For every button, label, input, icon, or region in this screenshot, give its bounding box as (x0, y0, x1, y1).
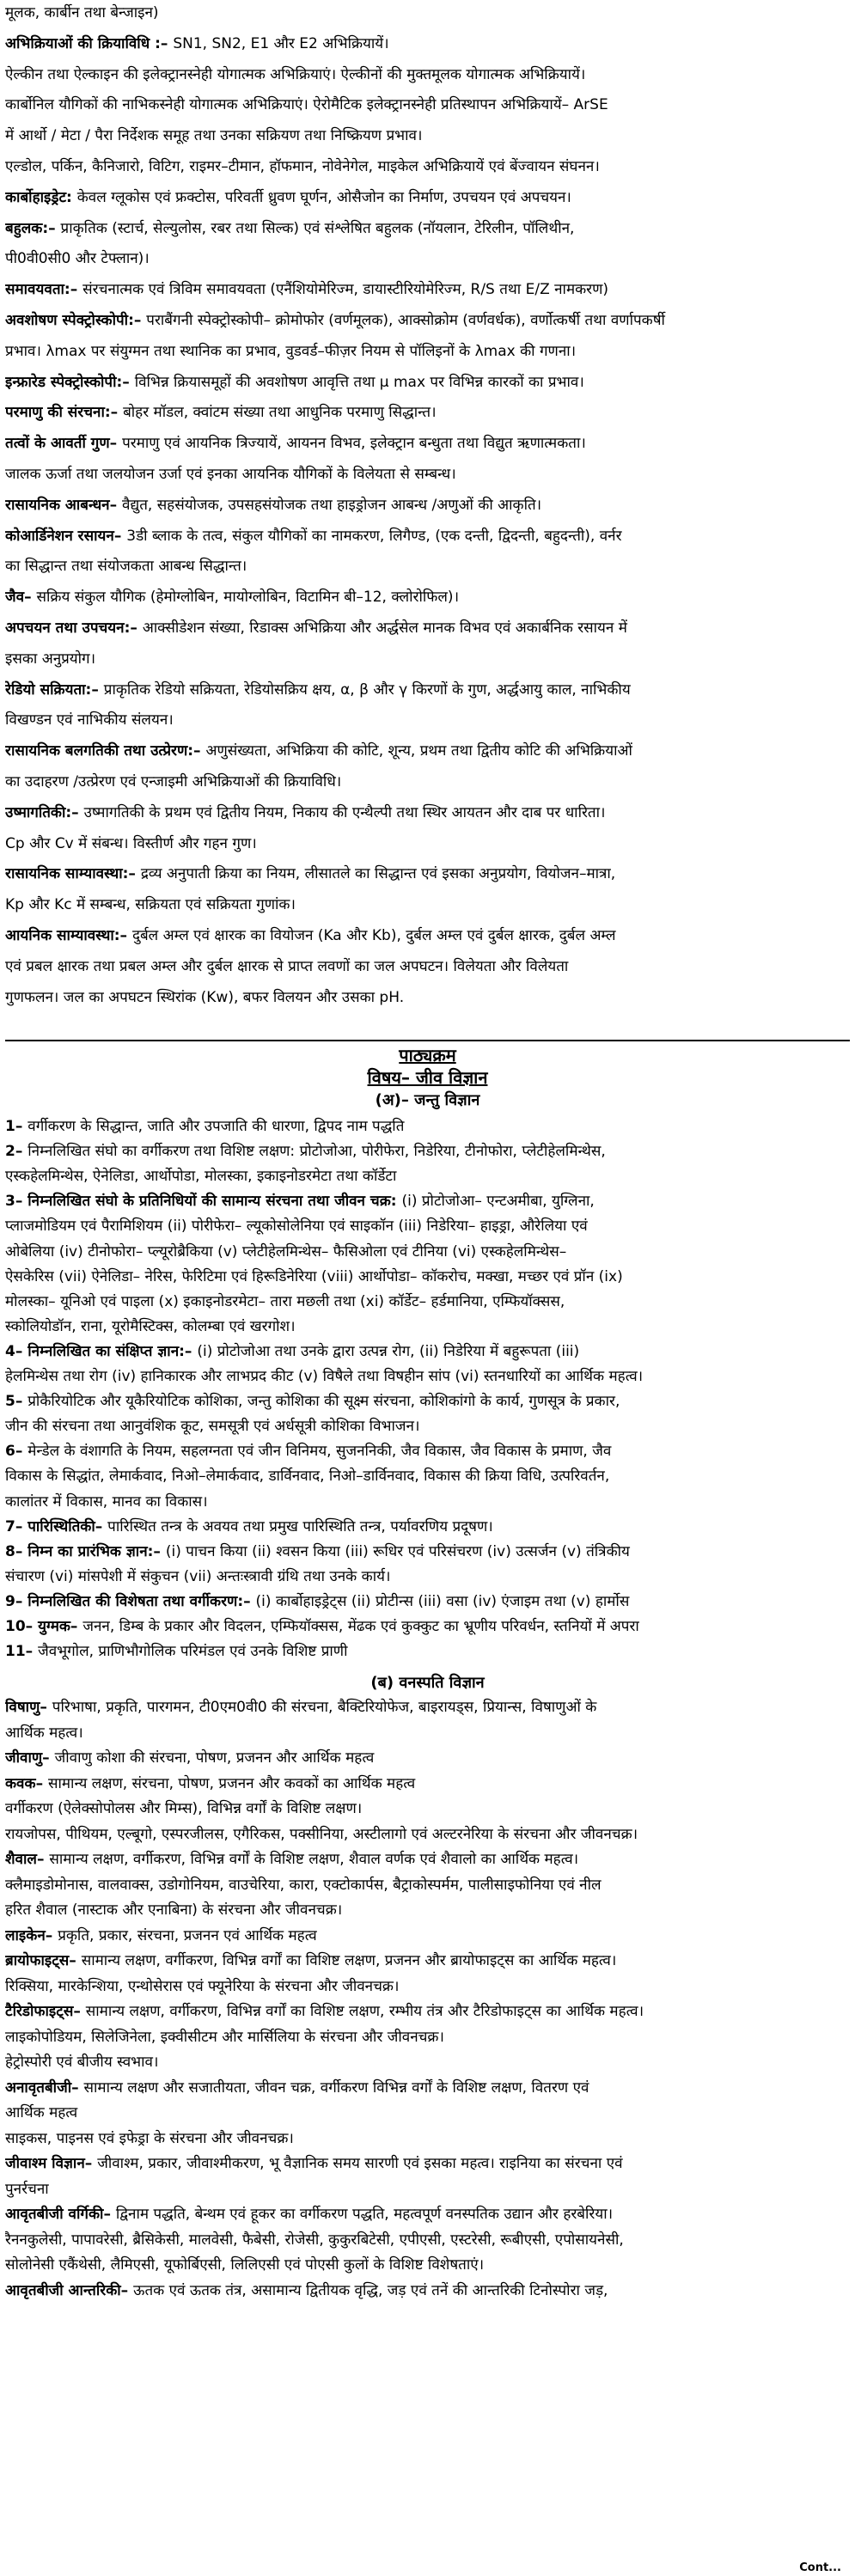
line-text: कार्बोनिल यौगिकों की नाभिकस्नेही योगात्मक अभिक्रियाएं। ऐरोमैटिक इलेक्ट्रानस्नेही प्रतिस्थापन अभिक्रियायें– ArSE (5, 96, 608, 114)
line-text: सामान्य लक्षण, वर्गीकरण, विभिन्न वर्गों के विशिष्ट लक्षण, शैवाल वर्णक एवं शैवालो का आर्थिक महत्व। (49, 1851, 579, 1868)
line-text: वर्गीकरण के सिद्धान्त, जाति और उपजाति की धारणा, द्विपद नाम पद्धति (27, 1118, 405, 1135)
text-line (5, 679, 850, 701)
text-line (5, 309, 850, 332)
text-line (5, 1115, 850, 1138)
line-bold-label: कवक– (5, 1774, 48, 1792)
text-line (5, 1190, 850, 1212)
line-bold-label: समावयवता:– (5, 281, 83, 299)
line-bold-label: आयनिक साम्यावस्था:– (5, 927, 132, 944)
text-line (5, 740, 850, 762)
text-line (5, 2254, 850, 2276)
line-text: पी0वी0सी0 और टेफ्लान)। (5, 250, 150, 268)
text-line (5, 1747, 850, 1769)
line-text: (i) पाचन किया (ii) श्वसन किया (iii) रूधिर एवं परिसंचरण (iv) उत्सर्जन (v) तंत्रिकीय (165, 1542, 630, 1560)
line-bold-label: तत्वों के आवर्ती गुण– (5, 435, 123, 453)
line-text: लाइकोपोडियम, सिलेजिनेला, इक्वीसीटम और मार्सिलिया के संरचना और जीवनचक्र। (5, 2028, 444, 2046)
line-text: वर्गीकरण (ऐलेक्सोपोलस और मिम्स), विभिन्न वर्गों के विशिष्ट लक्षण। (5, 1800, 363, 1817)
line-text: रायजोपस, पीथियम, एल्बूगो, एस्परजीलस, एगैरिकस, पक्सीनिया, अस्टीलागो एवं अल्टरनेरिया के संरचना और जीवनचक्र। (5, 1825, 638, 1843)
text-line (5, 1848, 850, 1871)
line-bold-label: जीवाणु– (5, 1749, 55, 1767)
text-line (5, 1640, 850, 1663)
text-line (5, 863, 850, 885)
line-text: साइकस, पाइनस एवं इफेड्रा के संरचना और जीवनचक्र। (5, 2129, 294, 2147)
line-bold-label: परमाणु की संरचना:– (5, 404, 124, 422)
text-line (5, 2178, 850, 2201)
line-bold-label: 4– निम्नलिखित का संक्षिप्त ज्ञान:– (5, 1342, 198, 1360)
line-bold-label: कोआर्डिनेशन रसायन– (5, 527, 127, 545)
text-line (5, 1950, 850, 1972)
line-text: प्रभाव। λmax पर संयुग्मन तथा स्थानिक का प्रभाव, वुडवर्ड–फीज़र नियम से पॉलिइनों के λmax की गणना। (5, 342, 577, 360)
text-line (5, 1390, 850, 1413)
text-line (5, 771, 850, 793)
text-line (5, 2229, 850, 2251)
line-text: रैननकुलेसी, पापावरेसी, ब्रैसिकेसी, मालवेसी, फैबेसी, रोजेसी, कुकुरबिटेसी, एपीएसी, एस्टरेसी, रूबीएसी, एपोसायनेसी, (5, 2231, 624, 2249)
line-text: संरचनात्मक एवं त्रिविम समावयवता (एनैंशियोमेरिज्म, डायास्टीरियोमेरिज्म, R/S तथा E/Z नामकरण) (82, 281, 609, 299)
line-bold-label: लाइकेन– (5, 1926, 58, 1944)
line-text: अणुसंख्यता, अभिक्रिया की कोटि, शून्य, प्रथम तथा द्वितीय कोटि की अभिक्रियाओं (205, 742, 632, 760)
line-text: का उदाहरण /उत्प्रेरण एवं एन्जाइमी अभिक्रियाओं की क्रियाविधि। (5, 773, 342, 791)
line-text: परमाणु एवं आयनिक त्रिज्यायें, आयनन विभव, इलेक्ट्रान बन्धुता तथा विद्युत ऋणात्मकता। (122, 435, 586, 453)
text-line (5, 955, 850, 978)
line-text: दुर्बल अम्ल एवं क्षारक का वियोजन (Ka और Kb), दुर्बल अम्ल एवं दुर्बल क्षारक, दुर्बल अम्ल (131, 927, 616, 944)
text-line (5, 2, 850, 24)
text-line (5, 1925, 850, 1947)
line-text: पारिस्थित तन्त्र के अवयव तथा प्रमुख पारिस्थिति तन्त्र, पर्यावरणिय प्रदूषण। (107, 1517, 493, 1535)
text-line (5, 2102, 850, 2124)
text-line (5, 94, 850, 116)
continued-label: Cont... (799, 2561, 841, 2574)
text-line (5, 986, 850, 1009)
text-line (5, 1291, 850, 1313)
line-bold-label: 1– (5, 1118, 28, 1135)
line-text: जालक ऊर्जा तथा जलयोजन उर्जा एवं इनका आयनिक यौगिकों के विलेयता से सम्बन्ध। (5, 466, 456, 483)
line-bold-label: आवृतबीजी वर्गिकी– (5, 2206, 116, 2223)
line-text: मोलस्का– यूनिओ एवं पाइला (x) इकाइनोडरमेटा– तारा मछली तथा (xi) कॉर्डेट– हर्डमानिया, एम्फियॉक्सस, (5, 1292, 565, 1310)
line-text: हेलमिन्थेस तथा रोग (iv) हानिकारक और लाभप्रद कीट (v) विषैले तथा विषहीन सांप (vi) स्तनधारियों का आर्थिक महत्व। (5, 1368, 644, 1385)
line-text: SN1, SN2, E1 और E2 अभिक्रियायें। (173, 34, 389, 52)
line-text: क्लैमाइडोमोनास, वालवाक्स, उडोगोनियम, वाउचेरिया, कारा, एक्टोकार्पस, बैट्राकोस्पर्मम, पालीसाइफोनिया एवं नील (5, 1876, 602, 1894)
line-text: विकास के सिद्धांत, लेमार्कवाद, निओ–लेमार्कवाद, डार्विनवाद, निओ–डार्विनवाद, विकास की क्रिया विधि, उत्परिवर्तन, (5, 1468, 610, 1486)
line-bold-label: ब्रायोफाइट्स– (5, 1952, 82, 1969)
line-text: (i) कार्बोहाइड्रेट्स (ii) प्रोटीन्स (iii) वसा (iv) एंजाइम तथा (v) हार्मोस (255, 1592, 630, 1610)
line-bold-label: रासायनिक साम्यावस्था:– (5, 865, 141, 883)
line-text: प्रकृति, प्रकार, संरचना, प्रजनन एवं आर्थिक महत्व (58, 1926, 317, 1944)
line-text: रिक्सिया, मारकेन्शिया, एन्थोसेरास एवं फ्यूनेरिया के संरचना और जीवनचक्र। (5, 1977, 400, 1995)
line-text: Kp और Kc में सम्बन्ध, सक्रियता एवं सक्रियता गुणांक। (5, 896, 296, 914)
line-text: स्कोलियोडॉन, राना, यूरोमैस्टिक्स, कोलम्बा एवं खरगोश। (5, 1317, 296, 1335)
text-line (5, 802, 850, 824)
line-text: केवल ग्लूकोस एवं फ्रक्टोस, परिवर्ती ध्रुवण घूर्णन, ओसैजोन का निर्माण, उपचयन एवं अपचयन। (76, 188, 571, 206)
text-line (5, 2127, 850, 2150)
section-divider (5, 1040, 850, 1041)
line-text: सक्रिय संकुल यौगिक (हेमोग्लोबिन, मायोग्लोबिन, विटामिन बी–12, क्लोरोफिल)। (36, 589, 460, 607)
line-text: द्रव्य अनुपाती क्रिया का नियम, लीसातले का सिद्धान्त एवं इसका अनुप्रयोग, वियोजन–मात्रा, (140, 865, 616, 883)
zoology-heading: (अ)– जन्तु विज्ञान (375, 1091, 480, 1109)
text-line (5, 1140, 850, 1163)
line-text: हेट्रोस्पोरी एवं बीजीय स्वभाव। (5, 2054, 159, 2071)
line-bold-label: 6– (5, 1443, 28, 1461)
line-bold-label: अभिक्रियाओं की क्रियाविधि :– (5, 34, 174, 52)
text-line (5, 1590, 850, 1613)
text-line (5, 1773, 850, 1795)
line-text: मेन्डेल के वंशागति के नियम, सहलग्नता एवं जीन विनिमय, सुजननिकी, जैव विकास, जैव विकास के प्रमाण, जैव (27, 1443, 612, 1461)
line-text: आर्थिक महत्व (5, 2104, 78, 2121)
text-line (5, 1465, 850, 1487)
line-text: (i) प्रोटोजोआ– एन्टअमीबा, युग्लिना, (401, 1193, 595, 1211)
text-line (5, 2051, 850, 2073)
line-text: वैद्युत, सहसंयोजक, उपसहसंयोजक तथा हाइड्रोजन आबन्ध /अणुओं की आकृति। (122, 496, 542, 514)
text-line (5, 64, 850, 86)
text-line (5, 33, 850, 55)
line-text: ऐसकेरिस (vii) ऐनेलिडा– नेरिस, फेरिटिमा एवं हिरूडिनेरिया (viii) आर्थोपोडा– कॉकरोच, मक्खा, मच्छर एवं प्रॉन (ix) (5, 1267, 623, 1285)
line-text: 3डी ब्लाक के तत्व, संकुल यौगिकों का नामकरण, लिगैण्ड, (एक दन्ती, द्विदन्ती, बहुदन्ती), वर्नर (126, 527, 622, 545)
line-text: हरित शैवाल (नास्टाक और एनाबिना) के संरचना और जीवनचक्र। (5, 1901, 343, 1919)
text-line (5, 1874, 850, 1896)
text-line (5, 894, 850, 916)
text-line (5, 278, 850, 301)
text-line (5, 217, 850, 240)
text-line (5, 525, 850, 547)
text-line (5, 1415, 850, 1438)
text-line (5, 1566, 850, 1588)
line-bold-label: टैरिडोफाइट्स– (5, 2003, 86, 2020)
line-bold-label: कार्बोहाइड्रेट: (5, 188, 77, 206)
line-text: (i) प्रोटोजोआ तथा उनके द्वारा उत्पन्न रोग, (ii) निडेरिया में बहुरूपता (iii) (197, 1342, 580, 1360)
line-bold-label: 2– (5, 1143, 28, 1161)
line-text: सामान्य लक्षण, संरचना, पोषण, प्रजनन और कवकों का आर्थिक महत्व (47, 1774, 416, 1792)
line-text: प्रोकैरियोटिक और यूकैरियोटिक कोशिका, जन्तु कोशिका की सूक्ष्म संरचना, कोशिकांगो के कार्य, गुणसूत्र के प्रकार, (27, 1393, 620, 1411)
text-line (5, 1340, 850, 1363)
text-line (5, 1215, 850, 1237)
text-line (5, 1365, 850, 1388)
line-text: पुनर्रचना (5, 2180, 49, 2198)
line-bold-label: 11– (5, 1643, 39, 1661)
line-text: उष्मागतिकी के प्रथम एवं द्वितीय नियम, निकाय की एन्थैल्पी तथा स्थिर आयतन और दाब पर धारिता। (83, 803, 606, 821)
line-bold-label: विषाणु– (5, 1699, 52, 1716)
text-line (5, 555, 850, 577)
line-text: बोहर मॉडल, क्वांटम संख्या तथा आधुनिक परमाणु सिद्धान्त। (123, 404, 437, 422)
text-line (5, 247, 850, 270)
text-line (5, 1440, 850, 1462)
line-text: विभिन्न क्रियासमूहों की अवशोषण आवृत्ति तथा μ max पर विभिन्न कारकों का प्रभाव। (134, 373, 584, 391)
text-line (5, 1615, 850, 1638)
text-line (5, 401, 850, 424)
syllabus-heading: पाठ्यक्रम (399, 1045, 456, 1065)
line-text: जनन, डिम्ब के प्रकार और विदलन, एम्फियॉक्सस, मेंढक एवं कुक्कुट का भ्रूणीय परिवर्धन, स्तनियों में अपरा (82, 1618, 639, 1635)
text-line (5, 125, 850, 147)
line-text: सोलोनेसी एकैंथेसी, लैमिएसी, यूफोर्बिएसी, लिलिएसी एवं पोएसी कुलों के विशिष्ट विशेषताएं। (5, 2256, 485, 2274)
text-line (5, 833, 850, 855)
text-line (5, 1266, 850, 1288)
line-text: द्विनाम पद्धति, बेन्थम एवं हूकर का वर्गीकरण पद्धति, महत्वपूर्ण वनस्पतिक उद्यान और हरबेरिया। (115, 2206, 614, 2223)
line-bold-label: शैवाल– (5, 1851, 50, 1868)
line-bold-label: उष्मागतिकी:– (5, 803, 84, 821)
line-text: एस्कहेलमिन्थेस, ऐनेलिडा, आर्थोपोडा, मोलस्का, इकाइनोडरमेटा तथा कॉर्डेटा (5, 1168, 397, 1186)
line-bold-label: जीवाश्म विज्ञान– (5, 2155, 98, 2172)
text-line (5, 648, 850, 670)
line-text: सामान्य लक्षण और सजातीयता, जीवन चक्र, वर्गीकरण विभिन्न वर्गों के विशिष्ट लक्षण, वितरण एवं (83, 2079, 589, 2097)
text-line (5, 1798, 850, 1820)
text-line (5, 2280, 850, 2302)
line-bold-label: 7– पारिस्थितिकी– (5, 1517, 108, 1535)
subject-heading: विषय– जीव विज्ञान (367, 1067, 488, 1088)
text-line (5, 586, 850, 608)
text-line (5, 2152, 850, 2175)
line-text: मूलक, कार्बीन तथा बेन्जाइन) (5, 4, 159, 21)
line-bold-label: रासायनिक आबन्धन– (5, 496, 123, 514)
line-text: प्राकृतिक रेडियो सक्रियता, रेडियोसक्रिय क्षय, α, β और γ किरणों के गुण, अर्द्धआयु काल, नाभिकीय (103, 681, 631, 699)
line-text: Cp और Cv में संबन्ध। विस्तीर्ण और गहन गुण। (5, 834, 257, 852)
text-line (5, 1315, 850, 1338)
line-bold-label: रासायनिक बलगतिकी तथा उत्प्रेरण:– (5, 742, 206, 760)
text-line (5, 1165, 850, 1187)
line-text: गुणफलन। जल का अपघटन स्थिरांक (Kw), बफर विलयन और उसका pH. (5, 988, 405, 1006)
line-bold-label: अनावृतबीजी– (5, 2079, 84, 2097)
document-page (5, 0, 850, 2576)
text-line (5, 1541, 850, 1563)
line-text: आर्थिक महत्व। (5, 1724, 83, 1742)
line-bold-label: आवृतबीजी आन्तरिकी– (5, 2281, 134, 2299)
line-text: आक्सीडेशन संख्या, रिडाक्स अभिक्रिया और अर्द्धसेल मानक विभव एवं अकार्बनिक रसायन में (142, 620, 627, 637)
line-text: कालांतर में विकास, मानव का विकास। (5, 1492, 208, 1511)
line-text: का सिद्धान्त तथा संयोजकता आबन्ध सिद्धान्त। (5, 558, 247, 576)
line-bold-label: 10– युग्मक– (5, 1618, 83, 1635)
line-text: में आर्थो / मेटा / पैरा निर्देशक समूह तथा उनका सक्रियण तथा निष्क्रियण प्रभाव। (5, 127, 423, 145)
text-line (5, 709, 850, 731)
line-text: विखण्डन एवं नाभिकीय संलयन। (5, 711, 174, 729)
line-bold-label: 8– निम्न का प्रारंभिक ज्ञान:– (5, 1542, 166, 1560)
line-text: जीवाणु कोशा की संरचना, पोषण, प्रजनन और आर्थिक महत्व (54, 1749, 375, 1767)
line-text: इसका अनुप्रयोग। (5, 650, 96, 668)
text-line (5, 1241, 850, 1263)
text-line (5, 1722, 850, 1744)
line-bold-label: अपचयन तथा उपचयन:– (5, 620, 143, 637)
line-text: जीवाश्म, प्रकार, जीवाश्मीकरण, भू वैज्ञानिक समय सारणी एवं इसका महत्व। राइनिया का संरचना एवं (97, 2155, 623, 2172)
line-text: जीन की संरचना तथा आनुवंशिक कूट, समसूत्री एवं अर्धसूत्री कोशिका विभाजन। (5, 1418, 420, 1436)
line-text: संचारण (vi) मांसपेशी में संकुचन (vii) अन्तःस्त्रावी ग्रंथि तथा उनके कार्य। (5, 1567, 391, 1585)
line-bold-label: 3– निम्नलिखित संघो के प्रतिनिधियों की सामान्य संरचना तथा जीवन चक्र: (5, 1193, 402, 1211)
line-text: ऐल्कीन तथा ऐल्काइन की इलेक्ट्रानस्नेही योगात्मक अभिक्रियाएं। ऐल्कीनों की मुक्तमूलक योगात्मक अभिक्रियायें। (5, 65, 586, 83)
line-text: सामान्य लक्षण, वर्गीकरण, विभिन्न वर्गों का विशिष्ट लक्षण, प्रजनन और ब्रायोफाइट्स का आर्थिक महत्व। (81, 1952, 617, 1969)
text-line (5, 1516, 850, 1538)
line-bold-label: इन्फ्रारेड स्पेक्ट्रोस्कोपी:– (5, 373, 135, 391)
line-bold-label: 5– (5, 1393, 28, 1411)
text-line (5, 1696, 850, 1718)
line-text: एल्डोल, पर्किन, कैनिजारो, विटिग, राइमर–टीमान, हॉफमान, नोवेनेगेल, माइकेल अभिक्रियायें एवं बेंज्वायन संघनन। (5, 158, 600, 175)
line-bold-label: रेडियो सक्रियता:– (5, 681, 104, 699)
text-line (5, 156, 850, 178)
text-line (5, 617, 850, 639)
line-bold-label: अवशोषण स्पेक्ट्रोस्कोपी:– (5, 312, 147, 329)
line-text: ओबेलिया (iv) टीनोफोरा– प्ल्यूरोब्रैकिया (v) प्लेटीहेलमिन्थेस– फैसिओला एवं टीनिया (vi) एस्कहेलमिन्थेस– (5, 1242, 567, 1261)
line-bold-label: बहुलक:– (5, 219, 61, 237)
text-line (5, 1899, 850, 1921)
text-line (5, 2026, 850, 2048)
text-line (5, 340, 850, 363)
line-text: सामान्य लक्षण, वर्गीकरण, विभिन्न वर्गों का विशिष्ट लक्षण, रम्भीय तंत्र और टैरिडोफाइट्स का आर्थिक महत्व। (85, 2003, 644, 2020)
botany-heading: (ब) वनस्पति विज्ञान (370, 1674, 485, 1692)
line-text: परिभाषा, प्रकृति, पारगमन, टी0एम0वी0 की संरचना, बैक्टिरियोफेज, बाइरायड्स, प्रियान्स, विषाणुओं के (52, 1699, 597, 1716)
line-text: पराबैंगनी स्पेक्ट्रोस्कोपी– क्रोमोफोर (वर्णमूलक), आक्सोक्रोम (वर्णवर्धक), वर्णोत्कर्षी तथा वर्णापकर्षी (146, 312, 665, 329)
text-line (5, 2000, 850, 2023)
line-text: एवं प्रबल क्षारक तथा प्रबल अम्ल और दुर्बल क्षारक से प्राप्त लवणों का जल अपघटन। विलेयता और विलेयता (5, 957, 569, 975)
line-bold-label: जैव– (5, 589, 37, 607)
line-text: निम्नलिखित संघो का वर्गीकरण तथा विशिष्ट लक्षण: प्रोटोजोआ, पोरीफेरा, निडेरिया, टीनोफोरा, प्लेटीहेलमिन्थेस, (27, 1143, 606, 1161)
text-line (5, 494, 850, 516)
text-line (5, 1975, 850, 1998)
text-line (5, 2077, 850, 2099)
text-line (5, 925, 850, 947)
line-text: जैवभूगोल, प्राणिभौगोलिक परिमंडल एवं उनके विशिष्ट प्राणी (38, 1643, 348, 1661)
line-text: प्राकृतिक (स्टार्च, सेल्युलोस, रबर तथा सिल्क) एवं संश्लेषित बहुलक (नॉयलान, टेरिलीन, पॉलिथीन, (60, 219, 575, 237)
text-line (5, 371, 850, 394)
text-line (5, 463, 850, 485)
text-line (5, 1491, 850, 1513)
text-line (5, 1823, 850, 1846)
line-text: ऊतक एवं ऊतक तंत्र, असामान्य द्वितीयक वृद्धि, जड़ एवं तनें की आन्तरिकी टिनोस्पोरा जड़, (133, 2281, 608, 2299)
text-line (5, 432, 850, 455)
line-text: प्लाजमोडियम एवं पैरामिशियम (ii) पोरीफेरा– ल्यूकोसोलेनिया एवं साइकॉन (iii) निडेरिया– हाइड्रा, औरेलिया एवं (5, 1218, 588, 1236)
line-bold-label: 9– निम्नलिखित की विशेषता तथा वर्गीकरण:– (5, 1592, 256, 1610)
text-line (5, 186, 850, 209)
text-line (5, 2203, 850, 2225)
